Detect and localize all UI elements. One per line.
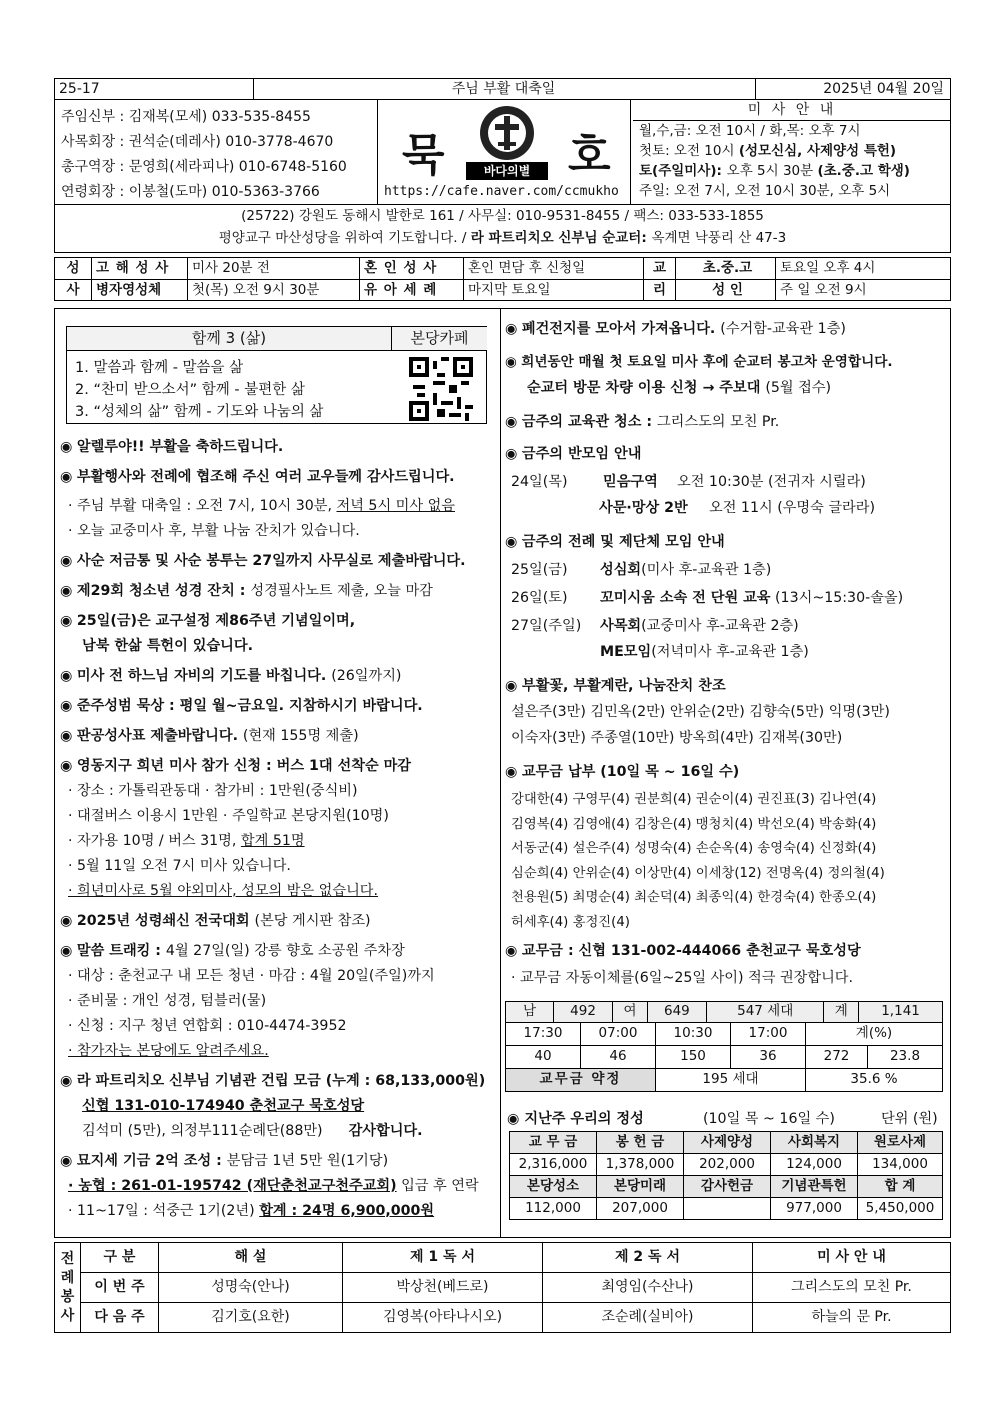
finance-table: 교 무 금 봉 헌 금 사제양성 사회복지 원로사제 2,316,000 1,378,000 202,000 124,000 134,000 본당성소 본당미래 감사헌금 기념관특헌 합 계 112,000 207,000 977,000 5,450,000: [509, 1131, 943, 1220]
notice-memorial-hall: ◉ 라 파트리치오 신부님 기념관 건립 모금 (누계 : 68,133,000원): [60, 1072, 485, 1090]
address-line: (25722) 강원도 동해시 발한로 161 / 사무실: 010-9531-8455 / 팩스: 033-533-1855: [241, 208, 764, 224]
top-block: [54, 100, 951, 205]
contact-district: 총구역장 : 문영희(세라피나) 010-6748-5160: [61, 159, 347, 175]
finance-unit: 단위 (원): [881, 1111, 938, 1127]
header-bar: [54, 78, 951, 100]
prayer-line: 평양교구 마산성당을 위하여 기도합니다. / 라 파트리치오 신부님 순교터: 옥계면 낙풍리 산 47-3: [218, 230, 787, 246]
cafe-url[interactable]: https://cafe.naver.com/ccmukho: [384, 184, 619, 199]
service-side-label: 전 례 봉 사: [55, 1243, 81, 1333]
notice-divine-mercy: ◉ 미사 전 하느님 자비의 기도를 바칩니다. (26일까지): [60, 667, 401, 685]
notice-group-meeting: ◉ 금주의 반모임 안내: [505, 445, 641, 463]
mass-weekday: 월,수,금: 오전 10시 / 화,목: 오후 7시: [639, 123, 861, 139]
notice-lent-box: ◉ 사순 저금통 및 사순 봉투는 27일까지 사무실로 제출바랍니다.: [60, 552, 466, 570]
mass-title: 미 사 안 내: [633, 100, 951, 121]
notice-youth-bible: ◉ 제29회 청소년 성경 잔치 : 성경필사노트 제출, 오늘 마감: [60, 582, 433, 600]
dues-name-list: 강대한(4) 구영무(4) 권분희(4) 권순이(4) 권진표(3) 김나연(4) 김영복(4) 김영애(4) 김창은(4) 맹청치(4) 박선오(4) 박송화(4) 서동군(4) 설은주(4) 성명숙(4) 손순옥(4) 송영숙(4) 신정화(4) 심순희(4) 안위순(4) 이상만(4) 이세창(12) 전명옥(4) 정의철(4) 천용원(5) 최명순(4) 최순덕(4) 최종익(4) 한경숙(4) 한종오(4) 허세후(4) 홍정진(4): [511, 792, 885, 930]
notice-thanks: ◉ 부활행사와 전례에 협조해 주신 여러 교우들께 감사드립니다.: [60, 468, 455, 486]
service-next-week: 다 음 주 김기호(요한) 김영복(아타나시오) 조순례(실비아) 하늘의 문 Pr.: [55, 1303, 951, 1333]
column-divider: [500, 308, 501, 1238]
notice-easter-feast: · 오늘 교중미사 후, 부활 나눔 잔치가 있습니다.: [68, 523, 360, 539]
notice-diocese-anniversary: ◉ 25일(금)은 교구설정 제86주년 기념일이며,: [60, 612, 355, 630]
liturgy-service-table: 전 례 봉 사 구 분 해 설 제 1 독 서 제 2 독 서 미 사 안 내 이 번 주 성명숙(안나) 박상천(베드로) 최영임(수산나) 그리스도의 모친 Pr. 다 음 주 김기호(요한) 김영복(아타나시오) 조순례(실비아) 하늘의 문 Pr.: [54, 1242, 951, 1333]
notice-dues-account: ◉ 교무금 : 신협 131-002-444066 춘천교구 묵호성당: [505, 942, 861, 960]
contact-pastor: 주임신부 : 김재복(모세) 033-535-8455: [61, 109, 311, 125]
notice-jubilee-mass: ◉ 영동지구 희년 미사 참가 신청 : 버스 1대 선착순 마감: [60, 757, 411, 775]
mass-first-saturday: 첫토: 오전 10시 (성모신심, 사제양성 특헌): [639, 143, 897, 159]
notice-word-trekking: ◉ 말씀 트래킹 : 4월 27일(일) 강릉 향호 소공원 주차장: [60, 942, 405, 960]
marriage-label: 혼 인 성 사: [359, 258, 463, 279]
together-item-2: 2. “찬미 받으소서” 함께 - 불편한 삶: [75, 382, 305, 398]
notice-easter-donations: ◉ 부활꽃, 부활계란, 나눔잔치 찬조: [505, 677, 726, 695]
qr-code-icon[interactable]: [409, 357, 473, 421]
mass-schedule: [633, 100, 951, 201]
confession-label: 고 해 성 사: [91, 258, 187, 279]
logo-char-right: 호: [568, 130, 611, 181]
notice-batteries: ◉ 폐건전지를 모아서 가져옵니다. (수거함-교육관 1층): [505, 320, 846, 338]
notice-imitation: ◉ 준주성범 묵상 : 평일 월~금요일. 지참하시기 바랍니다.: [60, 697, 423, 715]
issue-number: 25-17: [59, 81, 100, 97]
issue-date: 2025년 04월 20일: [823, 81, 944, 97]
logo-name: 바다의별: [466, 162, 548, 180]
together-title: 함께 3 (삶): [67, 327, 392, 351]
address-block: [54, 205, 951, 253]
mass-saturday: 토(주일미사): 오후 5시 30분 (초.중.고 학생): [639, 163, 910, 179]
infant-baptism-label: 유 아 세 례: [359, 280, 463, 301]
sick-communion-label: 병자영성체: [91, 280, 187, 301]
parish-logo: [377, 100, 631, 204]
notice-shuttle: ◉ 희년동안 매월 첫 토요일 미사 후에 순교터 봉고차 운영합니다.: [505, 354, 893, 372]
cafe-label: 본당카페: [392, 327, 487, 351]
contact-list: [61, 105, 347, 205]
notice-renewal-convention: ◉ 2025년 성령쇄신 전국대회 (본당 게시판 참조): [60, 912, 371, 930]
attendance-table: 17:30 07:00 10:30 17:00 계(%) 40 46 150 36 272 23.8 교무금 약정 195 세대 35.6 %: [505, 1022, 943, 1092]
notice-liturgy-meeting: ◉ 금주의 전례 및 제단체 모임 안내: [505, 533, 725, 551]
notice-cemetery-fund: ◉ 묘지세 기금 2억 조성 : 분담금 1년 5만 원(1기당): [60, 1152, 388, 1170]
contact-council: 사목회장 : 권석순(데레사) 010-3778-4670: [61, 134, 334, 150]
contact-memorial: 연령회장 : 이봉철(도마) 010-5363-3766: [61, 184, 320, 200]
bulletin-page: 25-17 주님 부활 대축일 2025년 04월 20일 주임신부 : 김재복(모세) 033-535-8455 사목회장 : 권석순(데레사) 010-3778-4670 총구역장 : 문영희(세라피나) 010-6748-5160 연령회장 : 이봉철(도마) 010-5363-3766 묵 호 바다의별 https://cafe.naver.com/ccmukho 미 사 안 내 월,수,금: 오전 10시 / 화,목: 오후 7시 첫토: 오전 10시 (성모신심, 사제양성 특헌) 토(주일미사): 오후 5시 30분 (초.중.고 학생) 주일: 오전 7시, 오전 10시 30분, 오후 5시 (25722) 강원도 동해시 발한로 161 / 사무실: 010-9531-8455 / 팩스: 033-533-1855 평양교구 마산성당을 위하여 기도합니다. / 라 파트리치오 신부님 순교터: 옥계면 낙풍리 산 47-3 성 고 해 성 사 미사 20분 전 혼 인 성 사 혼인 면담 후 신청일 교 초.중.고 토요일 오후 4시 사 병자영성체 첫(목) 오전 9시 30분 유 아 세 례 마지막 토요일 리 성 인 주 일 오전 9시 함께 3 (삶) 본당카페 1. 말씀과 함께 - 말씀을 삶 2. “찬미 받으소서” 함께 - 불편한 삶 3. “성체의 삶” 함께 - 기도와 나눔의 삶 ◉ 알렐루야!! 부활을 축하드립니다. ◉ 부활행사와 전례에 협조해 주신 여러 교우들께 감사드립니다. · 주님 부활 대축일 : 오전 7시, 10시 30분, 저녁 5시 미사 없음 · 오늘 교중미사 후, 부활 나눔 잔치가 있습니다. ◉ 사순 저금통 및 사순 봉투는 27일까지 사무실로 제출바랍니다. ◉ 제29회 청소년 성경 잔치 : 성경필사노트 제출, 오늘 마감 ◉ 25일(금)은 교구설정 제86주년 기념일이며, 남북 한삶 특헌이 있습니다. ◉ 미사 전 하느님 자비의 기도를 바칩니다. (26일까지) ◉ 준주성범 묵상 : 평일 월~금요일. 지참하시기 바랍니다. ◉ 판공성사표 제출바랍니다. (현재 155명 제출) ◉ 영동지구 희년 미사 참가 신청 : 버스 1대 선착순 마감 · 장소 : 가톨릭관동대 · 참가비 : 1만원(중식비) · 대절버스 이용시 1만원 · 주일학교 본당지원(10명) · 자가용 10명 / 버스 31명, 합계 51명 · 5월 11일 오전 7시 미사 있습니다. · 희년미사로 5월 야외미사, 성모의 밤은 없습니다. ◉ 2025년 성령쇄신 전국대회 (본당 게시판 참조) ◉ 말씀 트래킹 : 4월 27일(일) 강릉 향호 소공원 주차장 · 대상 : 춘천교구 내 모든 청년 · 마감 : 4월 20일(주일)까지 · 준비물 : 개인 성경, 텀블러(물) · 신청 : 지구 청년 연합회 : 010-4474-3952 · 참가자는 본당에도 알려주세요. ◉ 라 파트리치오 신부님 기념관 건립 모금 (누계 : 68,133,000원) 신협 131-010-174940 춘천교구 묵호성당 김석미 (5만), 의정부111순례단(88만) 감사합니다. ◉ 묘지세 기금 2억 조성 : 분담금 1년 5만 원(1기당) · 농협 : 261-01-195742 (재단춘천교구천주교회) 입금 후 연락 · 11~17일 : 석중근 1기(2년) 합계 : 24명 6,900,000원 ◉ 폐건전지를 모아서 가져옵니다. (수거함-교육관 1층) ◉ 희년동안 매월 첫 토요일 미사 후에 순교터 봉고차 운영합니다. 순교터 방문 차량 이용 신청 → 주보대 (5월 접수) ◉ 금주의 교육관 청소 : 그리스도의 모친 Pr. ◉ 금주의 반모임 안내 24일(목) 믿음구역 오전 10:30분 (전귀자 시릴라) 사문·망상 2반 오전 11시 (우명숙 글라라) ◉ 금주의 전례 및 제단체 모임 안내 25일(금) 성심회(미사 후-교육관 1층) 26일(토) 꼬미시움 소속 전 단원 교육 (13시~15:30-솔올) 27일(주일) 사목회(교중미사 후-교육관 2층) ME모임(저녁미사 후-교육관 1층) ◉ 부활꽃, 부활계란, 나눔잔치 찬조 설은주(3만) 김민옥(2만) 안위순(2만) 김향숙(5만) 익명(3만) 이숙자(3만) 주종열(10만) 방옥희(4만) 김재복(30만) ◉ 교무금 납부 (10일 목 ~ 16일 수) 강대한(4) 구영무(4) 권분희(4) 권순이(4) 권진표(3) 김나연(4) 김영복(4) 김영애(4) 김창은(4) 맹청치(4) 박선오(4) 박송화(4) 서동군(4) 설은주(4) 성명숙(4) 손순옥(4) 송영숙(4) 신정화(4) 심순희(4) 안위순(4) 이상만(4) 이세창(12) 전명옥(4) 정의철(4) 천용원(5) 최명순(4) 최순덕(4) 최종익(4) 한경숙(4) 한종오(4) 허세후(4) 홍정진(4) ◉ 교무금 : 신협 131-002-444066 춘천교구 묵호성당 · 교무금 자동이체를(6일~25일 사이) 적극 권장합니다. 남 492 여 649 547 세대 계 1,141 17:30 07:00 10:30 17:00 계(%) 40 46 150 36 272 23.8 교무금 약정 195 세대 35.6 % ◉ 지난주 우리의 정성 (10일 목 ~ 16일 수) 단위 (원) 교 무 금 봉 헌 금 사제양성 사회복지 원로사제 2,316,000 1,378,000 202,000 124,000 134,000 본당성소 본당미래 감사헌금 기념관특헌 합 계 112,000 207,000 977,000 5,450,000 전 례 봉 사 구 분 해 설 제 1 독 서 제 2 독 서 미 사 안 내 이 번 주 성명숙(안나) 박상천(베드로) 최영임(수산나) 그리스도의 모친 Pr. 다 음 주 김기호(요한) 김영복(아타나시오) 조순례(실비아) 하늘의 문 Pr.: [0, 0, 992, 1403]
notice-easter-mass: · 주님 부활 대축일 : 오전 7시, 10시 30분, 저녁 5시 미사 없음: [68, 498, 455, 514]
finance-period: (10일 목 ~ 16일 수): [703, 1111, 835, 1127]
notice-confession-card: ◉ 판공성사표 제출바랍니다. (현재 155명 제출): [60, 727, 359, 745]
notice-cleaning: ◉ 금주의 교육관 청소 : 그리스도의 모친 Pr.: [505, 413, 779, 431]
together-item-1: 1. 말씀과 함께 - 말씀을 삶: [75, 360, 244, 376]
census-table: 남 492 여 649 547 세대 계 1,141: [505, 1001, 943, 1023]
stella-maris-emblem-icon: [478, 104, 536, 162]
feast-title: 주님 부활 대축일: [451, 81, 556, 97]
mass-sunday: 주일: 오전 7시, 오전 10시 30분, 오후 5시: [639, 183, 891, 199]
notice-alleluia: ◉ 알렐루야!! 부활을 축하드립니다.: [60, 438, 283, 456]
notice-dues-paid: ◉ 교무금 납부 (10일 목 ~ 16일 수): [505, 763, 739, 781]
logo-char-left: 묵: [402, 130, 445, 181]
together-item-3: 3. “성체의 삶” 함께 - 기도와 나눔의 삶: [75, 404, 324, 420]
sacrament-table: 성 고 해 성 사 미사 20분 전 혼 인 성 사 혼인 면담 후 신청일 교 초.중.고 토요일 오후 4시 사 병자영성체 첫(목) 오전 9시 30분 유 아 세 례 마지막 토요일 리 성 인 주 일 오전 9시: [54, 257, 951, 301]
finance-title: ◉ 지난주 우리의 정성: [507, 1111, 644, 1127]
together-box: [66, 326, 487, 424]
service-this-week: 이 번 주 성명숙(안나) 박상천(베드로) 최영임(수산나) 그리스도의 모친 Pr.: [55, 1273, 951, 1303]
